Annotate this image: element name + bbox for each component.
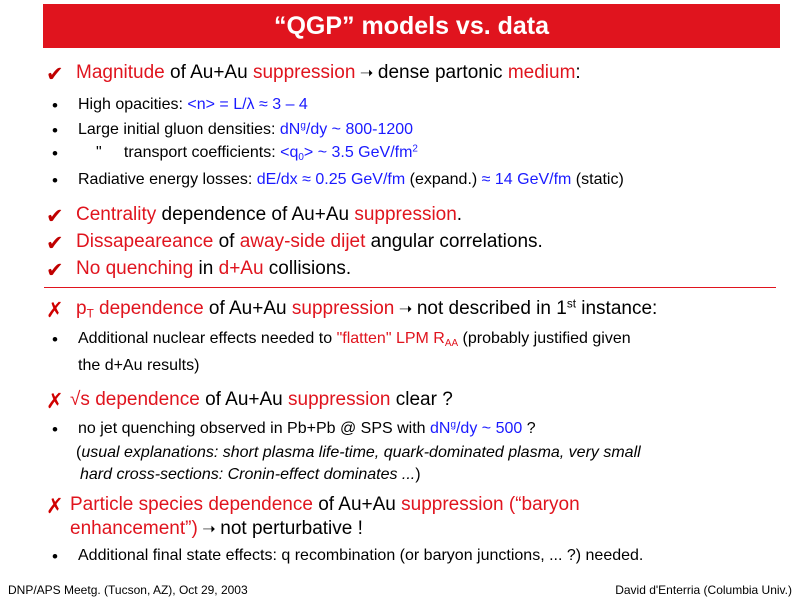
bullet-icon: • [52,96,58,115]
bullet-icon: • [52,420,58,439]
check-icon: ✔ [46,232,64,255]
species-line-cont: enhancement”) ➝ not perturbative ! [70,518,363,539]
check-icon: ✔ [46,205,64,228]
check-icon: ✔ [46,259,64,282]
check-icon: ✔ [46,63,64,86]
bullet-icon: • [52,121,58,140]
cross-icon: ✗ [46,299,64,322]
footer-right: David d'Enterria (Columbia Univ.) [615,583,792,597]
divider [44,287,776,288]
cross-icon: ✗ [46,495,64,518]
bullet-icon: • [52,171,58,190]
explanations-line1: (usual explanations: short plasma life-time, quark-dominated plasma, very small [76,444,641,461]
bullet-icon: • [52,547,58,566]
explanations-line2: hard cross-sections: Cronin-effect dominates ...) [80,466,421,483]
magnitude-label: Magnitude [76,62,165,83]
arrow-icon: ➝ [355,64,378,82]
slide-title: “QGP” models vs. data [273,12,550,40]
arrow-icon: ➝ [197,520,221,538]
bullet-icon: • [52,144,58,163]
arrow-icon: ➝ [394,300,417,318]
footer-left: DNP/APS Meetg. (Tucson, AZ), Oct 29, 2003 [8,583,248,597]
cross-icon: ✗ [46,390,64,413]
bullet-icon: • [52,330,58,349]
nuclear-effects-cont: the d+Au results) [78,357,200,374]
